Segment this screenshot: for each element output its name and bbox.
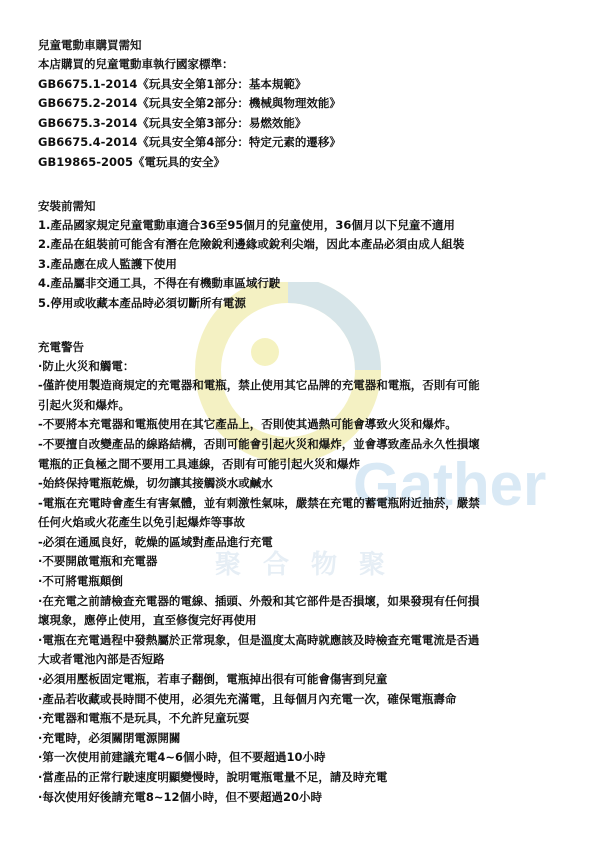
warning-line: ·不要開啟電瓶和充電器 [38, 554, 158, 569]
warning-line: -電瓶在充電時會產生有害氣體，並有刺激性氣味，嚴禁在充電的蓄電瓶附近抽菸，嚴禁 [38, 495, 480, 510]
install-notice-item: 4.產品屬非交通工具，不得在有機動車區域行駛 [38, 276, 281, 291]
warning-line: 電瓶的正負極之間不要用工具連線，否則有可能引起火災和爆炸 [38, 456, 360, 471]
charging-warning-title: 充電警告 [38, 339, 84, 354]
purchase-notice-title: 兒童電動車購買需知 [38, 38, 142, 52]
standard-item: GB6675.2-2014《玩具安全第2部分：機械與物理效能》 [38, 96, 341, 111]
warning-line: ·不可將電瓶顛倒 [38, 574, 123, 589]
standard-item: GB6675.3-2014《玩具安全第3部分：易燃效能》 [38, 115, 307, 130]
warning-line: ·電瓶在充電過程中發熱屬於正常現象，但是溫度太高時就應該及時檢查充電電流是否過 [38, 632, 480, 647]
warning-line: ·第一次使用前建議充電4~6個小時，但不要超過10小時 [38, 750, 326, 765]
warning-line: -不要擅自改變產品的線路結構，否則可能會引起火災和爆炸，並會導致產品永久性損壞 [38, 436, 480, 451]
warning-line: 引起火災和爆炸。 [38, 397, 130, 412]
install-notice-item: 5.停用或收藏本產品時必須切斷所有電源 [38, 295, 246, 310]
standard-item: GB6675.4-2014《玩具安全第4部分：特定元素的遷移》 [38, 135, 341, 150]
install-notice-title: 安裝前需知 [38, 198, 96, 213]
warning-line: ·防止火災和觸電： [38, 358, 135, 373]
warning-line: -始終保持電瓶乾燥，切勿讓其接觸淡水或鹹水 [38, 476, 273, 491]
install-notice-item: 3.產品應在成人監護下使用 [38, 256, 177, 271]
charging-warning-section [38, 338, 562, 808]
install-notice-item: 1.產品國家規定兒童電動車適合36至95個月的兒童使用，36個月以下兒童不適用 [38, 217, 455, 232]
warning-line: ·當產品的正常行駛速度明顯變慢時，說明電瓶電量不足，請及時充電 [38, 770, 388, 784]
watermark-brand-text: Gather [353, 451, 547, 518]
install-notice-section [38, 197, 562, 314]
warning-line: 大或者電池內部是否短路 [38, 652, 165, 667]
standard-item: GB6675.1-2014《玩具安全第1部分：基本規範》 [38, 76, 307, 91]
purchase-notice-section [38, 36, 562, 173]
warning-line: 任何火焰或火花產生以免引起爆炸等事故 [38, 515, 245, 530]
install-notice-item: 2.產品在組裝前可能含有潛在危險銳利邊緣或銳利尖端，因此本產品必須由成人組裝 [38, 237, 465, 252]
warning-line: ·充電器和電瓶不是玩具，不允許兒童玩耍 [38, 711, 250, 726]
warning-line: ·每次使用好後請充電8~12個小時，但不要超過20小時 [38, 789, 323, 804]
warning-line: ·充電時，必須關閉電源開關 [38, 730, 181, 745]
warning-line: 壞現象，應停止使用，直至修復完好再使用 [38, 613, 257, 628]
document-content [38, 36, 562, 807]
standard-item: GB19865-2005《電玩具的安全》 [38, 154, 225, 169]
warning-line: -不要將本充電器和電瓶使用在其它產品上，否則使其過熱可能會導致火災和爆炸。 [38, 417, 457, 432]
purchase-notice-intro: 本店購買的兒童電動車執行國家標準： [38, 57, 234, 71]
warning-line: -僅許使用製造商規定的充電器和電瓶，禁止使用其它品牌的充電器和電瓶，否則有可能 [38, 378, 480, 393]
warning-line: -必須在通風良好，乾燥的區域對產品進行充電 [38, 534, 273, 549]
warning-line: ·必須用壓板固定電瓶，若車子翻倒，電瓶掉出很有可能會傷害到兒童 [38, 672, 388, 687]
warning-line: ·產品若收藏或長時間不使用，必須先充滿電，且每個月內充電一次，確保電瓶壽命 [38, 691, 457, 706]
warning-line: ·在充電之前請檢查充電器的電線、插頭、外殼和其它部件是否損壞，如果發現有任何損 [38, 593, 480, 608]
watermark-chinese-text: 聚合物聚 [215, 550, 408, 580]
